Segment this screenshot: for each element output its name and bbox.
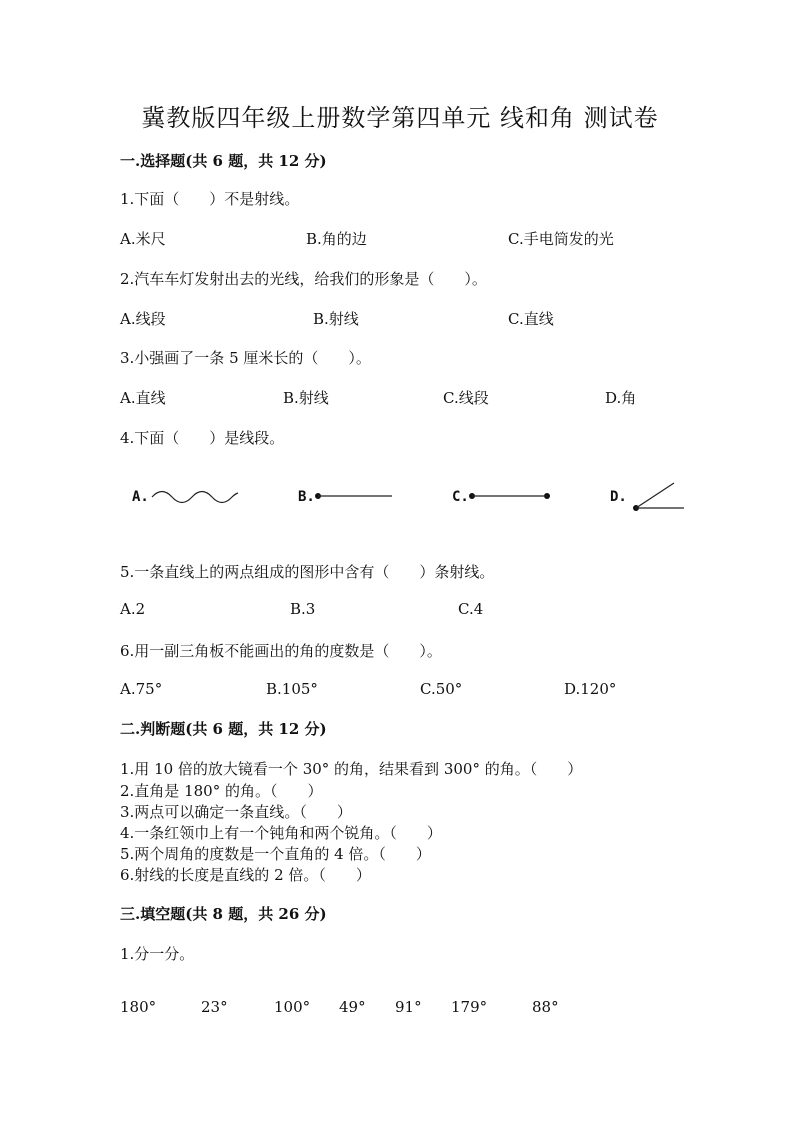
q2-option-c: C.直线: [508, 310, 554, 328]
judgement-item: 3.两点可以确定一条直线。（ ）: [120, 803, 352, 821]
q2-option-b: B.射线: [313, 310, 359, 328]
question-1: 1.下面（ ）不是射线。: [120, 190, 300, 208]
section-heading-judgement: 二.判断题(共 6 题，共 12 分): [120, 720, 327, 738]
fill-question-1: 1.分一分。: [120, 945, 195, 963]
q4-option-d-label: D.: [610, 489, 627, 505]
angle-figure: [628, 478, 688, 518]
q5-option-c: C.4: [458, 600, 484, 618]
question-2: 2.汽车车灯发射出去的光线，给我们的形象是（ ）。: [120, 270, 487, 288]
q6-option-d: D.120°: [564, 680, 617, 698]
angle-value: 23°: [201, 998, 228, 1016]
q4-option-c-label: C.: [452, 489, 469, 505]
q6-option-a: A.75°: [120, 680, 163, 698]
question-3: 3.小强画了一条 5 厘米长的（ ）。: [120, 349, 371, 367]
angle-value: 49°: [339, 998, 366, 1016]
q3-option-b: B.射线: [283, 389, 329, 407]
judgement-item: 4.一条红领巾上有一个钝角和两个锐角。（ ）: [120, 824, 442, 842]
q5-option-a: A.2: [120, 600, 146, 618]
angle-value: 180°: [120, 998, 157, 1016]
question-6: 6.用一副三角板不能画出的角的度数是（ ）。: [120, 642, 442, 660]
section-heading-choice: 一.选择题(共 6 题，共 12 分): [120, 152, 327, 170]
judgement-item: 1.用 10 倍的放大镜看一个 30° 的角，结果看到 300° 的角。（ ）: [120, 760, 583, 778]
q5-option-b: B.3: [290, 600, 316, 618]
judgement-item: 2.直角是 180° 的角。（ ）: [120, 782, 323, 800]
question-5: 5.一条直线上的两点组成的图形中含有（ ）条射线。: [120, 563, 495, 581]
angle-value: 88°: [532, 998, 559, 1016]
page-title: 冀教版四年级上册数学第四单元 线和角 测试卷: [141, 104, 659, 132]
q4-option-a-label: A.: [132, 489, 149, 505]
ray-figure: [312, 488, 394, 504]
judgement-item: 6.射线的长度是直线的 2 倍。（ ）: [120, 866, 371, 884]
q1-option-a: A.米尺: [120, 230, 166, 248]
question-4: 4.下面（ ）是线段。: [120, 429, 285, 447]
q1-option-b: B.角的边: [306, 230, 367, 248]
q3-option-a: A.直线: [120, 389, 166, 407]
q4-option-b-label: B.: [298, 489, 315, 505]
segment-figure: [466, 488, 554, 504]
angle-value: 91°: [395, 998, 422, 1016]
q6-option-c: C.50°: [420, 680, 463, 698]
q3-option-d: D.角: [605, 389, 637, 407]
section-heading-fill-blank: 三.填空题(共 8 题，共 26 分): [120, 905, 327, 923]
q6-option-b: B.105°: [266, 680, 318, 698]
wavy-line-figure: [150, 486, 240, 508]
q1-option-c: C.手电筒发的光: [508, 230, 614, 248]
q3-option-c: C.线段: [443, 389, 489, 407]
angle-value: 100°: [274, 998, 311, 1016]
angle-value: 179°: [451, 998, 488, 1016]
judgement-item: 5.两个周角的度数是一个直角的 4 倍。（ ）: [120, 845, 431, 863]
q2-option-a: A.线段: [120, 310, 166, 328]
